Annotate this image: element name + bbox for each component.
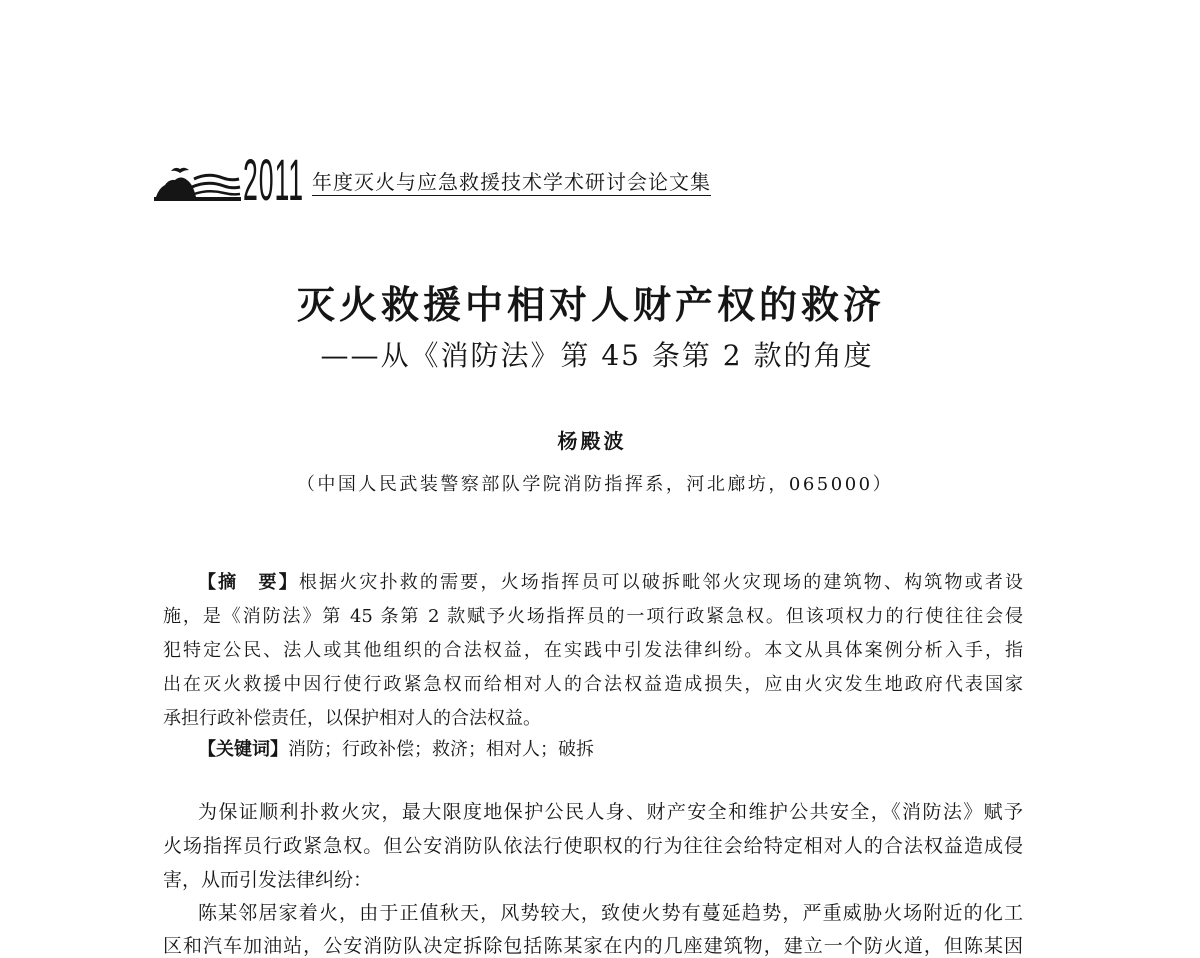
abstract-label: 【摘 要】 [198, 572, 299, 593]
header-year: 2011 [243, 148, 305, 213]
article-title: 灭火救援中相对人财产权的救济 [296, 282, 885, 327]
body-line: 为保证顺利扑救火灾，最大限度地保护公民人身、财产安全和维护公共安全，《消防法》赋予 [198, 801, 1023, 823]
series-title: 年度灭火与应急救援技术学术研讨会论文集 [312, 170, 711, 194]
logo-bird [171, 168, 189, 173]
page-bottom-cutoff [163, 934, 1023, 957]
abstract-line [198, 571, 1023, 595]
logo-mountain [156, 178, 196, 198]
article-subtitle: ——从《消防法》第 45 条第 2 款的角度 [320, 339, 874, 372]
abstract-line: 承担行政补偿责任，以保护相对人的合法权益。 [163, 708, 541, 729]
logo-wave-middle [192, 183, 240, 188]
abstract-line: 施，是《消防法》第 45 条第 2 款赋予火场指挥员的一项行政紧急权。但该项权力的行使往往会侵 [163, 606, 1023, 627]
keywords-label: 【关键词】 [198, 739, 288, 760]
abstract-line: 出在灭火救援中因行使行政紧急权而给相对人的合法权益造成损失，应由火灾发生地政府代表国家 [163, 674, 1023, 695]
logo-wave-bottom [194, 191, 240, 194]
body-line: 陈某邻居家着火，由于正值秋天，风势较大，致使火势有蔓延趋势，严重威胁火场附近的化工 [198, 902, 1023, 924]
logo-wave-top [194, 175, 239, 180]
conference-logo-icon [154, 164, 242, 202]
body-line: 区和汽车加油站，公安消防队决定拆除包括陈某家在内的几座建筑物，建立一个防火道，但陈某因 [163, 935, 1023, 957]
abstract-line: 犯特定公民、法人或其他组织的合法权益，在实践中引发法律纠纷。本文从具体案例分析入手，指 [163, 640, 1023, 661]
body-line: 火场指挥员行政紧急权。但公安消防队依法行使职权的行为往往会给特定相对人的合法权益造成侵 [163, 835, 1023, 857]
logo-ground [154, 197, 241, 201]
abstract-line-text: 根据火灾扑救的需要，火场指挥员可以破拆毗邻火灾现场的建筑物、构筑物或者设 [298, 572, 1023, 593]
keywords [198, 738, 1023, 762]
body-line: 害，从而引发法律纠纷： [163, 869, 373, 891]
author-affiliation: （中国人民武装警察部队学院消防指挥系，河北廊坊，065000） [296, 474, 894, 495]
author-name: 杨殿波 [557, 429, 627, 453]
keywords-text: 消防；行政补偿；救济；相对人；破拆 [288, 739, 594, 760]
